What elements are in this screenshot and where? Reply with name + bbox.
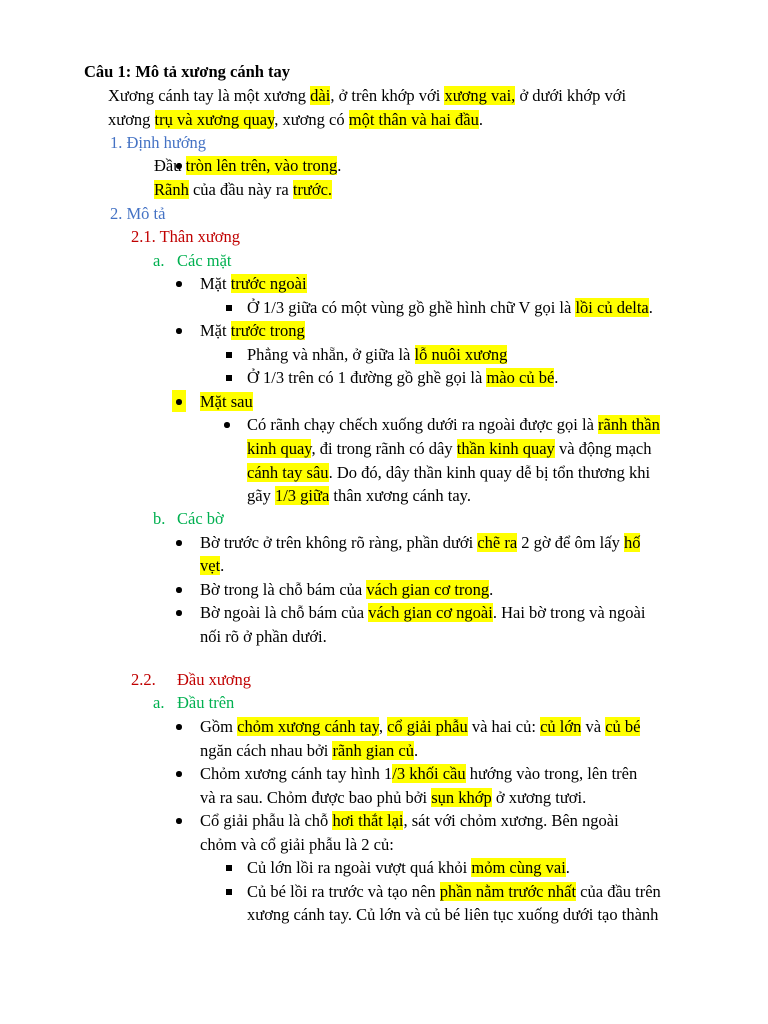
section-heading-description: 2. Mô tả: [110, 204, 166, 223]
list-label-a: a.: [153, 693, 165, 712]
bullet-dot: [176, 531, 182, 555]
text: Bờ trước ở trên không rõ ràng, phần dưới: [200, 533, 478, 552]
text: Củ bé lồi ra trước và tạo nên: [247, 882, 440, 901]
text: Mặt: [200, 274, 231, 293]
text: . Do đó, dây thần kinh quay dễ bị tổn thương khi: [328, 463, 651, 482]
text: Đầu: [154, 156, 186, 175]
upper-end-item-2-line-1: [200, 762, 637, 786]
text: Mặt: [200, 321, 231, 340]
text: .: [489, 580, 494, 599]
bullet-dot: [176, 809, 182, 833]
highlight: dài: [310, 86, 331, 105]
highlight: trước.: [292, 180, 333, 199]
highlight: một thân và hai đầu: [348, 110, 479, 129]
text: Bờ ngoài là chỗ bám của: [200, 603, 369, 622]
text: của đầu này ra: [188, 180, 293, 199]
text: .: [220, 556, 225, 575]
upper-end-item-1-line-1: [200, 715, 640, 739]
bullet-dot: [176, 762, 182, 786]
surface-posterior: [200, 390, 253, 414]
text: thân xương cánh tay.: [329, 486, 471, 505]
text: , đi trong rãnh có dây: [311, 439, 457, 458]
highlight: kinh quay: [247, 439, 312, 458]
text: .: [414, 741, 419, 760]
highlight: 1/3 giữa: [274, 486, 330, 505]
highlight: lồi củ delta: [575, 298, 649, 317]
surface-anteromedial: [200, 319, 305, 343]
text: , xương có: [274, 110, 349, 129]
surface-posterior-detail-line-4: [247, 484, 471, 508]
upper-end-item-3-line-2: chỏm và cổ giải phẫu là 2 củ:: [200, 835, 394, 854]
bullet-square: [226, 880, 232, 904]
subheading-borders: Các bờ: [177, 509, 224, 528]
upper-end-item-1-line-2: [200, 739, 418, 763]
highlight: sụn khớp: [431, 788, 492, 807]
bullet-dot: [176, 601, 182, 625]
highlight: rãnh gian củ: [332, 741, 414, 760]
bullet-dot: [176, 390, 182, 414]
intro-line-2: [108, 108, 483, 132]
text: . Hai bờ trong và ngoài: [492, 603, 646, 622]
border-anterior-line-1: [200, 531, 640, 555]
highlight: Rãnh: [154, 180, 189, 199]
text: Bờ trong là chỗ bám của: [200, 580, 367, 599]
list-label-b: b.: [153, 509, 166, 528]
bullet-square: [226, 366, 232, 390]
highlight: hơi thắt lại: [332, 811, 404, 830]
surface-posterior-detail-line-2: [247, 437, 652, 461]
text: , sát với chỏm xương. Bên ngoài: [403, 811, 619, 830]
highlight: vách gian cơ trong: [366, 580, 490, 599]
subsection-number-ends: 2.2.: [131, 670, 156, 689]
surface-anteromedial-detail-2: [247, 366, 558, 390]
text: .: [337, 156, 342, 175]
highlight: trước ngoài: [230, 274, 307, 293]
text: xương: [108, 110, 155, 129]
text: gãy: [247, 486, 275, 505]
text: Chỏm xương cánh tay hình 1: [200, 764, 393, 783]
surface-anterolateral-detail: [247, 296, 653, 320]
highlight: tròn lên trên, vào trong: [185, 156, 338, 175]
bullet-dot: [224, 413, 230, 437]
lesser-tubercle-detail-line-1: [247, 880, 661, 904]
text: và ra sau. Chỏm được bao phủ bởi: [200, 788, 432, 807]
highlight: mỏm cùng vai: [471, 858, 566, 877]
subheading-surfaces: Các mặt: [177, 251, 232, 270]
highlight: xương vai,: [444, 86, 516, 105]
highlight: cánh tay sâu: [247, 463, 329, 482]
border-anterior-line-2: [200, 554, 224, 578]
highlight: vách gian cơ ngoài: [368, 603, 493, 622]
surface-anteromedial-detail-1: [247, 343, 507, 367]
highlight: chẽ ra: [477, 533, 518, 552]
text: Có rãnh chạy chếch xuống dưới ra ngoài được gọi là: [247, 415, 599, 434]
highlight: phần nằm trước nhất: [439, 882, 577, 901]
bullet-dot: [176, 578, 182, 602]
highlight: củ lớn: [540, 717, 582, 736]
border-medial: [200, 578, 493, 602]
surface-anterolateral: [200, 272, 307, 296]
text: .: [565, 858, 570, 877]
text: Xương cánh tay là một xương: [108, 86, 311, 105]
text: của đầu trên: [576, 882, 661, 901]
text: .: [554, 368, 559, 387]
text: Ở 1/3 trên có 1 đường gồ ghề gọi là: [247, 368, 487, 387]
bullet-square: [226, 343, 232, 367]
orientation-item-2: [154, 178, 332, 202]
bullet-square: [226, 296, 232, 320]
text: 2 gờ để ôm lấy: [517, 533, 624, 552]
text: và: [581, 717, 606, 736]
intro-line-1: [108, 84, 626, 108]
section-heading-orientation: 1. Định hướng: [110, 133, 207, 152]
border-lateral-line-2: nối rõ ở phần dưới.: [200, 627, 327, 646]
highlight: Mặt sau: [200, 392, 253, 411]
subsection-heading-ends: Đầu xương: [177, 670, 252, 689]
greater-tubercle-detail: [247, 856, 570, 880]
bullet-dot: [176, 715, 182, 739]
highlight: lỗ nuôi xương: [414, 345, 508, 364]
highlight: /3 khối cầu: [392, 764, 466, 783]
bullet-dot: [176, 272, 182, 296]
surface-posterior-detail-line-1: [247, 413, 660, 437]
question-title: Câu 1: Mô tả xương cánh tay: [84, 62, 291, 81]
text: Cổ giải phẫu là chỗ: [200, 811, 333, 830]
highlight: trước trong: [230, 321, 305, 340]
text: Ở 1/3 giữa có một vùng gồ ghề hình chữ V gọi là: [247, 298, 576, 317]
text: và động mạch: [554, 439, 652, 458]
lesser-tubercle-detail-line-2: xương cánh tay. Củ lớn và củ bé liên tục xuống dưới tạo thành: [247, 905, 659, 924]
text: ngăn cách nhau bởi: [200, 741, 333, 760]
surface-posterior-detail-line-3: [247, 461, 650, 485]
highlight: cổ giải phẫu: [387, 717, 468, 736]
highlight: chỏm xương cánh tay: [237, 717, 379, 736]
orientation-item-1: [154, 154, 341, 178]
text: hướng vào trong, lên trên: [465, 764, 638, 783]
border-lateral-line-1: [200, 601, 645, 625]
text: Gồm: [200, 717, 238, 736]
upper-end-item-3-line-1: [200, 809, 619, 833]
text: ,: [378, 717, 388, 736]
list-label-a: a.: [153, 251, 165, 270]
text: .: [648, 298, 653, 317]
text: Phẳng và nhẵn, ở giữa là: [247, 345, 415, 364]
upper-end-item-2-line-2: [200, 786, 586, 810]
highlight: vẹt: [200, 556, 221, 575]
text: ở xương tươi.: [491, 788, 587, 807]
subheading-upper-end: Đầu trên: [177, 693, 235, 712]
highlight: trụ và xương quay: [154, 110, 275, 129]
highlight: mào củ bé: [486, 368, 555, 387]
text: và hai củ:: [467, 717, 541, 736]
highlight: củ bé: [605, 717, 641, 736]
highlight: rãnh thần: [598, 415, 660, 434]
text: ở dưới khớp với: [515, 86, 627, 105]
highlight: thần kinh quay: [456, 439, 555, 458]
subsection-heading-shaft: 2.1. Thân xương: [131, 227, 241, 246]
bullet-dot: [176, 319, 182, 343]
text: , ở trên khớp với: [330, 86, 445, 105]
text: .: [478, 110, 484, 129]
bullet-square: [226, 856, 232, 880]
text: Củ lớn lồi ra ngoài vượt quá khỏi: [247, 858, 472, 877]
highlight: hố: [623, 533, 641, 552]
